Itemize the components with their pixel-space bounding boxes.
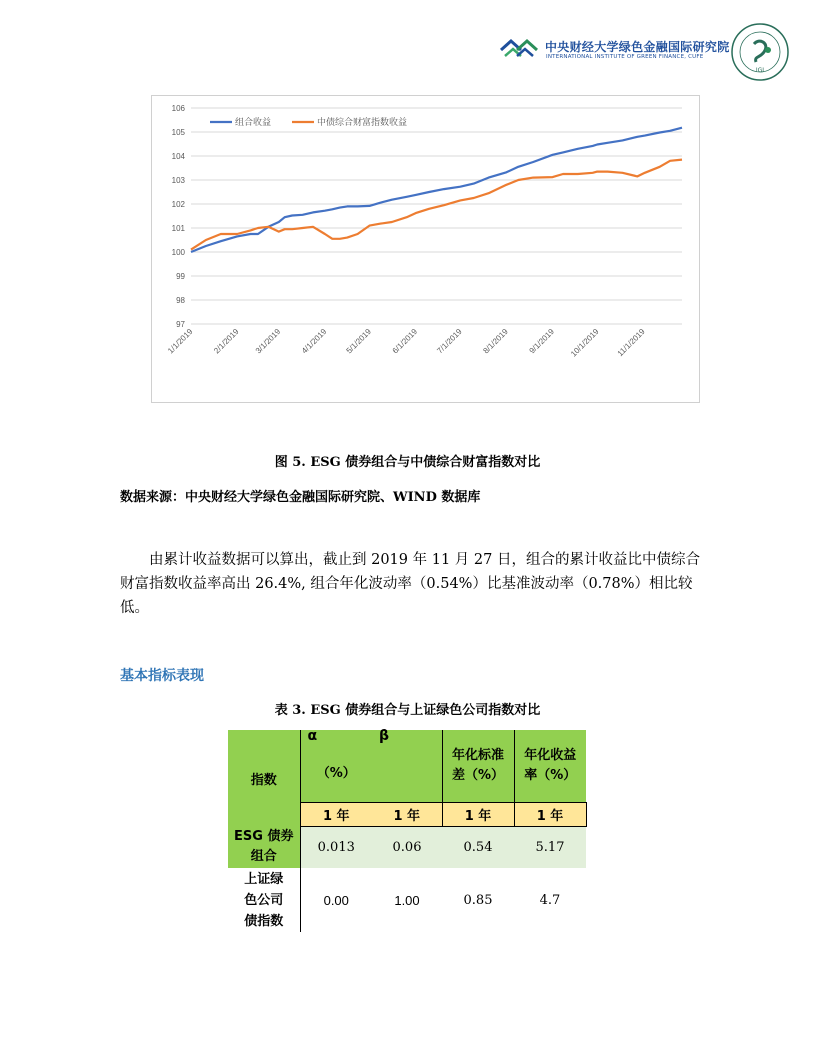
line-chart <box>152 96 701 404</box>
y-tick-label: 106 <box>171 104 185 113</box>
period-beta: 1 年 <box>372 802 442 826</box>
institute-logo-icon <box>499 36 539 60</box>
legend-label: 组合收益 <box>235 118 272 128</box>
x-tick-label: 9/1/2019 <box>527 327 556 356</box>
period-return: 1 年 <box>514 802 586 826</box>
y-tick-label: 102 <box>171 200 185 209</box>
row-return: 4.7 <box>539 892 561 908</box>
section-title: 基本指标表现 <box>120 668 204 684</box>
row-volatility: 0.54 <box>442 826 514 868</box>
y-tick-label: 100 <box>171 248 185 257</box>
row-name: ESG 债券组合 <box>228 826 300 868</box>
row-return: 5.17 <box>514 826 586 868</box>
table-header-index: 指数 <box>228 730 300 826</box>
table-row <box>228 826 586 868</box>
series-line-1 <box>191 128 682 252</box>
x-tick-label: 10/1/2019 <box>569 327 601 359</box>
y-tick-label: 97 <box>176 320 185 329</box>
x-tick-label: 3/1/2019 <box>253 327 283 356</box>
y-tick-label: 105 <box>171 128 185 137</box>
row-alpha: 0.013 <box>300 826 372 868</box>
research-seal-icon <box>730 22 790 82</box>
table-row <box>228 868 586 932</box>
series-line-2 <box>191 160 682 250</box>
header-org-cn: 中央财经大学绿色金融国际研究院 <box>545 40 730 54</box>
row-beta: 1.00 <box>394 892 420 908</box>
table-header-alpha <box>300 730 372 802</box>
x-tick-label: 7/1/2019 <box>435 327 464 356</box>
cumulative-return-chart <box>151 95 700 403</box>
alpha-unit: （%） <box>316 766 356 781</box>
y-tick-label: 104 <box>171 152 185 161</box>
row-alpha: 0.00 <box>323 892 349 908</box>
figure-caption: 图 5. ESG 债券组合与中债综合财富指数对比 <box>274 455 541 470</box>
y-tick-label: 99 <box>176 272 185 281</box>
svg-text:IGI: IGI <box>755 67 765 74</box>
table-header-return: 年化收益率（%） <box>514 730 586 802</box>
table-caption: 表 3. ESG 债券组合与上证绿色公司指数对比 <box>274 703 541 718</box>
alpha-symbol: α <box>307 728 318 744</box>
x-tick-label: 1/1/2019 <box>166 327 195 356</box>
y-tick-label: 98 <box>176 296 185 305</box>
x-tick-label: 6/1/2019 <box>390 327 420 356</box>
period-volatility: 1 年 <box>442 802 514 826</box>
row-name: 上证绿色公司债指数 <box>228 868 300 932</box>
y-tick-label: 103 <box>171 176 185 185</box>
row-beta: 0.06 <box>372 826 442 868</box>
header-org-en: INTERNATIONAL INSTITUTE OF GREEN FINANCE, CUFE <box>546 54 704 60</box>
table-header-beta <box>372 730 442 802</box>
legend-label: 中债综合财富指数收益 <box>317 118 408 128</box>
x-tick-label: 4/1/2019 <box>299 327 329 356</box>
comparison-table <box>228 730 587 932</box>
y-tick-label: 101 <box>171 224 185 233</box>
x-tick-label: 2/1/2019 <box>212 327 241 356</box>
x-tick-label: 11/1/2019 <box>615 327 647 359</box>
beta-symbol: β <box>379 728 390 744</box>
row-volatility: 0.85 <box>463 892 493 908</box>
x-tick-label: 8/1/2019 <box>481 327 510 356</box>
body-paragraph: 由累计收益数据可以算出，截止到 2019 年 11 月 27 日，组合的累计收益比中债综合财富指数收益率高出 26.4%, 组合年化波动率（0.54%）比基准波动率（0.78%）相比较低。 <box>120 552 700 616</box>
table-header-volatility: 年化标准差（%） <box>442 730 514 802</box>
data-source: 数据来源：中央财经大学绿色金融国际研究院、WIND 数据库 <box>120 490 481 505</box>
x-tick-label: 5/1/2019 <box>344 327 373 356</box>
period-alpha: 1 年 <box>300 802 372 826</box>
